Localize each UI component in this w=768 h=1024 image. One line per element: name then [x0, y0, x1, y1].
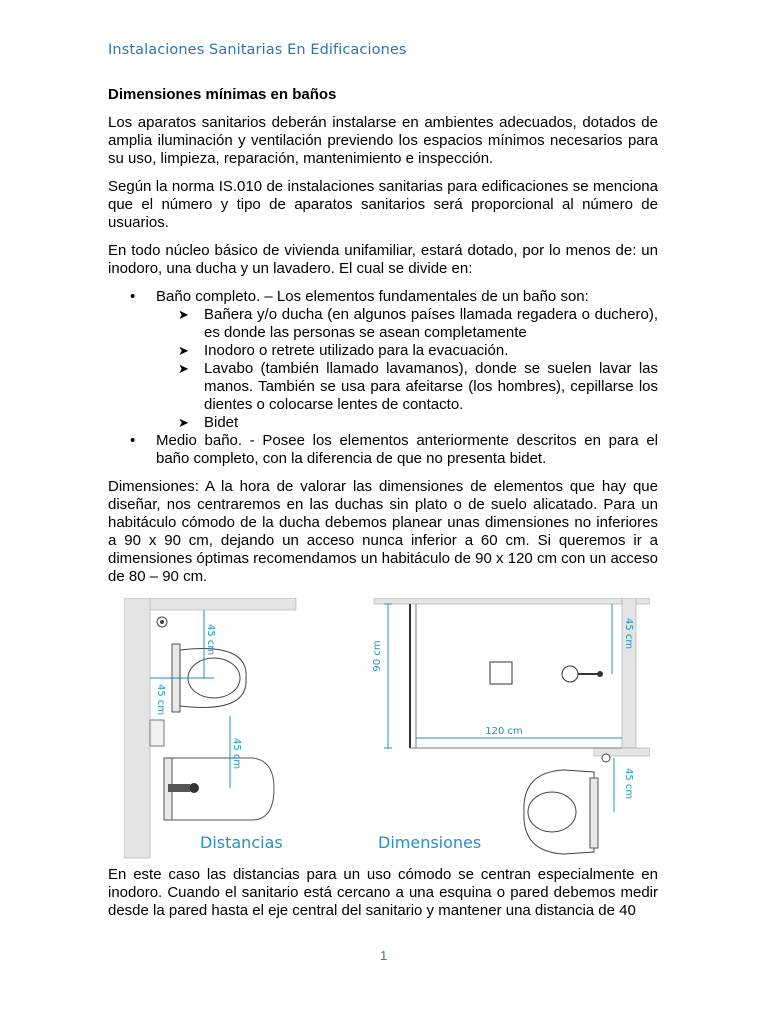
paragraph-5: En este caso las distancias para un uso cómodo se centran especialmente en inodoro. Cuando el sanitario está cercano a una esquina o pared debemos medir desde la pared hasta el eje central del sanitario y mantener una distancia de 40 — [108, 866, 658, 919]
sub-item — [156, 360, 658, 414]
bathroom-types-list — [108, 288, 658, 468]
distances-panel — [124, 598, 296, 858]
sub-item — [156, 306, 658, 342]
page-content — [108, 86, 658, 930]
list-item-text: Medio baño. - Posee los elementos anteriormente descritos en para el baño completo, con la diferencia de que no presenta bidet. — [156, 432, 658, 467]
dimensions-panel — [372, 598, 650, 858]
paragraph-2: Según la norma IS.010 de instalaciones sanitarias para edificaciones se menciona que el número y tipo de aparatos sanitarios será proporcional al número de usuarios. — [108, 178, 658, 231]
bullet-icon: • — [130, 288, 136, 305]
caption-distances: Distancias — [200, 833, 283, 852]
sub-item — [156, 414, 658, 432]
bullet-icon: • — [130, 432, 136, 449]
dimension-label: 90 cm — [372, 640, 383, 672]
paragraph-1: Los aparatos sanitarios deberán instalarse en ambientes adecuados, dotados de amplia iluminación y ventilación previendo los espacios mínimos necesarios para su uso, limpieza, reparación, mantenimiento e inspección. — [108, 114, 658, 167]
paragraph-4: Dimensiones: A la hora de valorar las dimensiones de elementos que hay que diseñar, nos centraremos en las duchas sin plato o de suelo alicatado. Para un habitáculo cómodo de la ducha debemos planear unas dimensiones no inferiores a 90 x 90 cm, dejando un acceso nunca inferior a 60 cm. Si queremos ir a dimensiones óptimas recomendamos un habitáculo de 90 x 120 cm con un acceso de 80 – 90 cm. — [108, 478, 658, 585]
list-item-text: Baño completo. – Los elementos fundamentales de un baño son: — [156, 288, 589, 305]
dimension-label: 120 cm — [485, 726, 523, 737]
dimension-label: 45 cm — [623, 768, 634, 800]
bathroom-dimensions-figure — [124, 598, 650, 860]
running-header: Instalaciones Sanitarias En Edificaciones — [108, 42, 407, 58]
full-bath-elements-list — [156, 306, 658, 432]
arrow-bullet-icon: ➤ — [178, 415, 189, 430]
dimension-label: 45 cm — [623, 618, 634, 650]
caption-dimensions: Dimensiones — [378, 833, 482, 852]
arrow-bullet-icon: ➤ — [178, 307, 189, 322]
page-number: 1 — [380, 948, 388, 963]
arrow-bullet-icon: ➤ — [178, 361, 189, 376]
paragraph-3: En todo núcleo básico de vivienda unifamiliar, estará dotado, por lo menos de: un inodoro, una ducha y un lavadero. El cual se divide en: — [108, 242, 658, 277]
arrow-bullet-icon: ➤ — [178, 343, 189, 358]
dimension-label: 45 cm — [155, 684, 166, 716]
sub-item-text: Bañera y/o ducha (en algunos países llamada regadera o duchero), es donde las personas se asean completamente — [204, 306, 658, 341]
sub-item-text: Inodoro o retrete utilizado para la evacuación. — [204, 342, 509, 359]
sub-item — [156, 342, 658, 360]
sub-item-text: Lavabo (también llamado lavamanos), donde se suelen lavar las manos. También se usa para afeitarse (los hombres), cepillarse los dientes o colocarse lentes de contacto. — [204, 360, 658, 413]
dimension-label: 45 cm — [231, 738, 242, 770]
section-title: Dimensiones mínimas en baños — [108, 86, 337, 103]
list-item-half-bath — [108, 432, 658, 468]
list-item-full-bath — [108, 288, 658, 432]
bathroom-plan-drawing — [124, 598, 650, 860]
dimension-label: 45 cm — [205, 624, 216, 656]
sub-item-text: Bidet — [204, 414, 239, 431]
